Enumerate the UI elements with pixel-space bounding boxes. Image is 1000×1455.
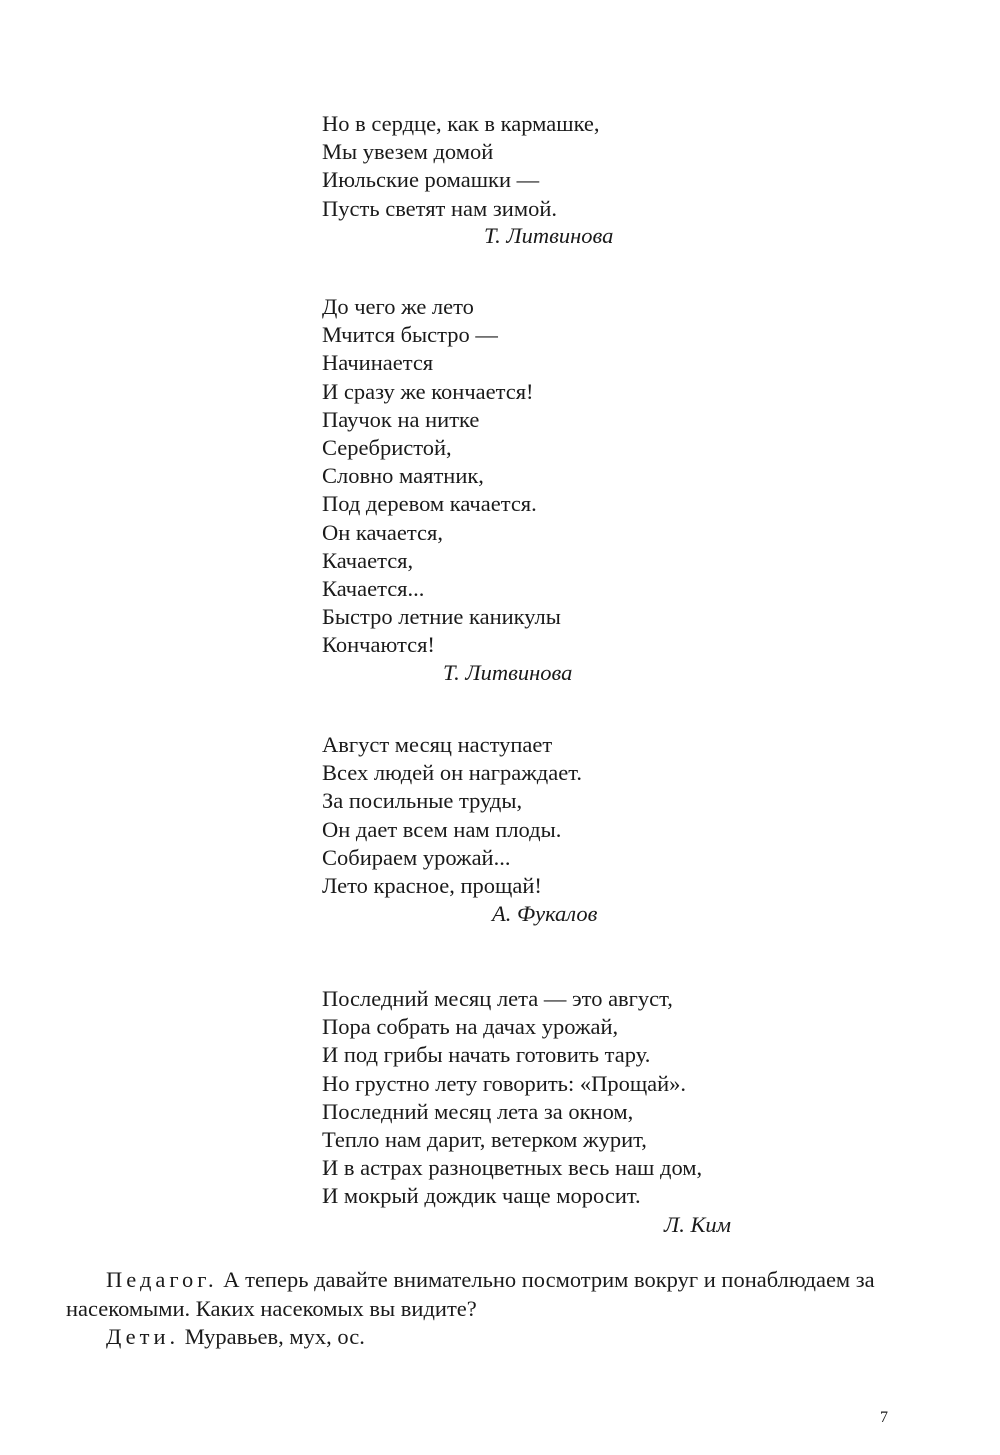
poem-line: Мчится быстро —	[322, 322, 498, 348]
poem-line: Но грустно лету говорить: «Прощай».	[322, 1070, 687, 1096]
poem-1	[322, 110, 600, 223]
poem-line: Всех людей он награждает.	[322, 760, 582, 786]
poem-3	[322, 731, 582, 900]
poem-line: Последний месяц лета за окном,	[322, 1098, 634, 1124]
poem-line: Июльские ромашки —	[322, 167, 540, 193]
dialogue	[66, 1266, 896, 1352]
poem-line: И мокрый дождик чаще моросит.	[322, 1183, 641, 1209]
dialogue-text: Муравьев, мух, ос.	[184, 1324, 365, 1350]
poem-line: За посильные труды,	[322, 788, 523, 814]
dialogue-paragraph	[66, 1323, 896, 1352]
dialogue-paragraph	[66, 1266, 896, 1323]
poem-line: Последний месяц лета — это август,	[322, 986, 673, 1011]
poem-line: Собираем урожай...	[322, 844, 511, 870]
poem-line: Лето красное, прощай!	[322, 873, 542, 899]
poem-line: Под деревом качается.	[322, 491, 537, 517]
poem-line: И в астрах разноцветных весь наш дом,	[322, 1155, 703, 1181]
poem-line: Пора собрать на дачах урожай,	[322, 1014, 619, 1040]
poem-line: Качается,	[322, 547, 414, 573]
poem-line: Август месяц наступает	[322, 732, 553, 757]
poem-3-author: А. Фукалов	[492, 901, 598, 926]
speaker-name: Дети.	[106, 1324, 180, 1350]
poem-line: Тепло нам дарит, ветерком журит,	[322, 1127, 647, 1153]
poem-4	[322, 985, 702, 1211]
poem-2-author: Т. Литвинова	[443, 660, 573, 685]
poem-line: До чего же лето	[322, 294, 474, 319]
poem-line: Мы увезем домой	[322, 139, 494, 165]
poem-line: И под грибы начать готовить тару.	[322, 1042, 651, 1068]
poem-line: Он качается,	[322, 519, 443, 545]
poem-line: Словно маятник,	[322, 463, 484, 489]
poem-line: Пусть светят нам зимой.	[322, 195, 557, 221]
poem-line: Но в сердце, как в кармашке,	[322, 111, 600, 136]
dialogue-text: А теперь давайте внимательно посмотрим вокруг и понаблюдаем за насекомыми. Каких насекомых вы видите?	[66, 1267, 875, 1321]
speaker-name: Педагог.	[106, 1267, 218, 1292]
poem-line: Серебристой,	[322, 435, 452, 461]
poem-4-author: Л. Ким	[664, 1212, 732, 1237]
poem-line: Он дает всем нам плоды.	[322, 816, 562, 842]
poem-2	[322, 293, 561, 660]
poem-line: Паучок на нитке	[322, 406, 480, 432]
poem-1-author: Т. Литвинова	[484, 223, 614, 248]
poem-line: Начинается	[322, 350, 434, 376]
poem-line: Быстро летние каникулы	[322, 604, 561, 630]
poem-line: Кончаются!	[322, 632, 435, 658]
poem-line: Качается...	[322, 576, 425, 602]
poem-line: И сразу же кончается!	[322, 378, 534, 404]
page-number: 7	[880, 1409, 888, 1426]
